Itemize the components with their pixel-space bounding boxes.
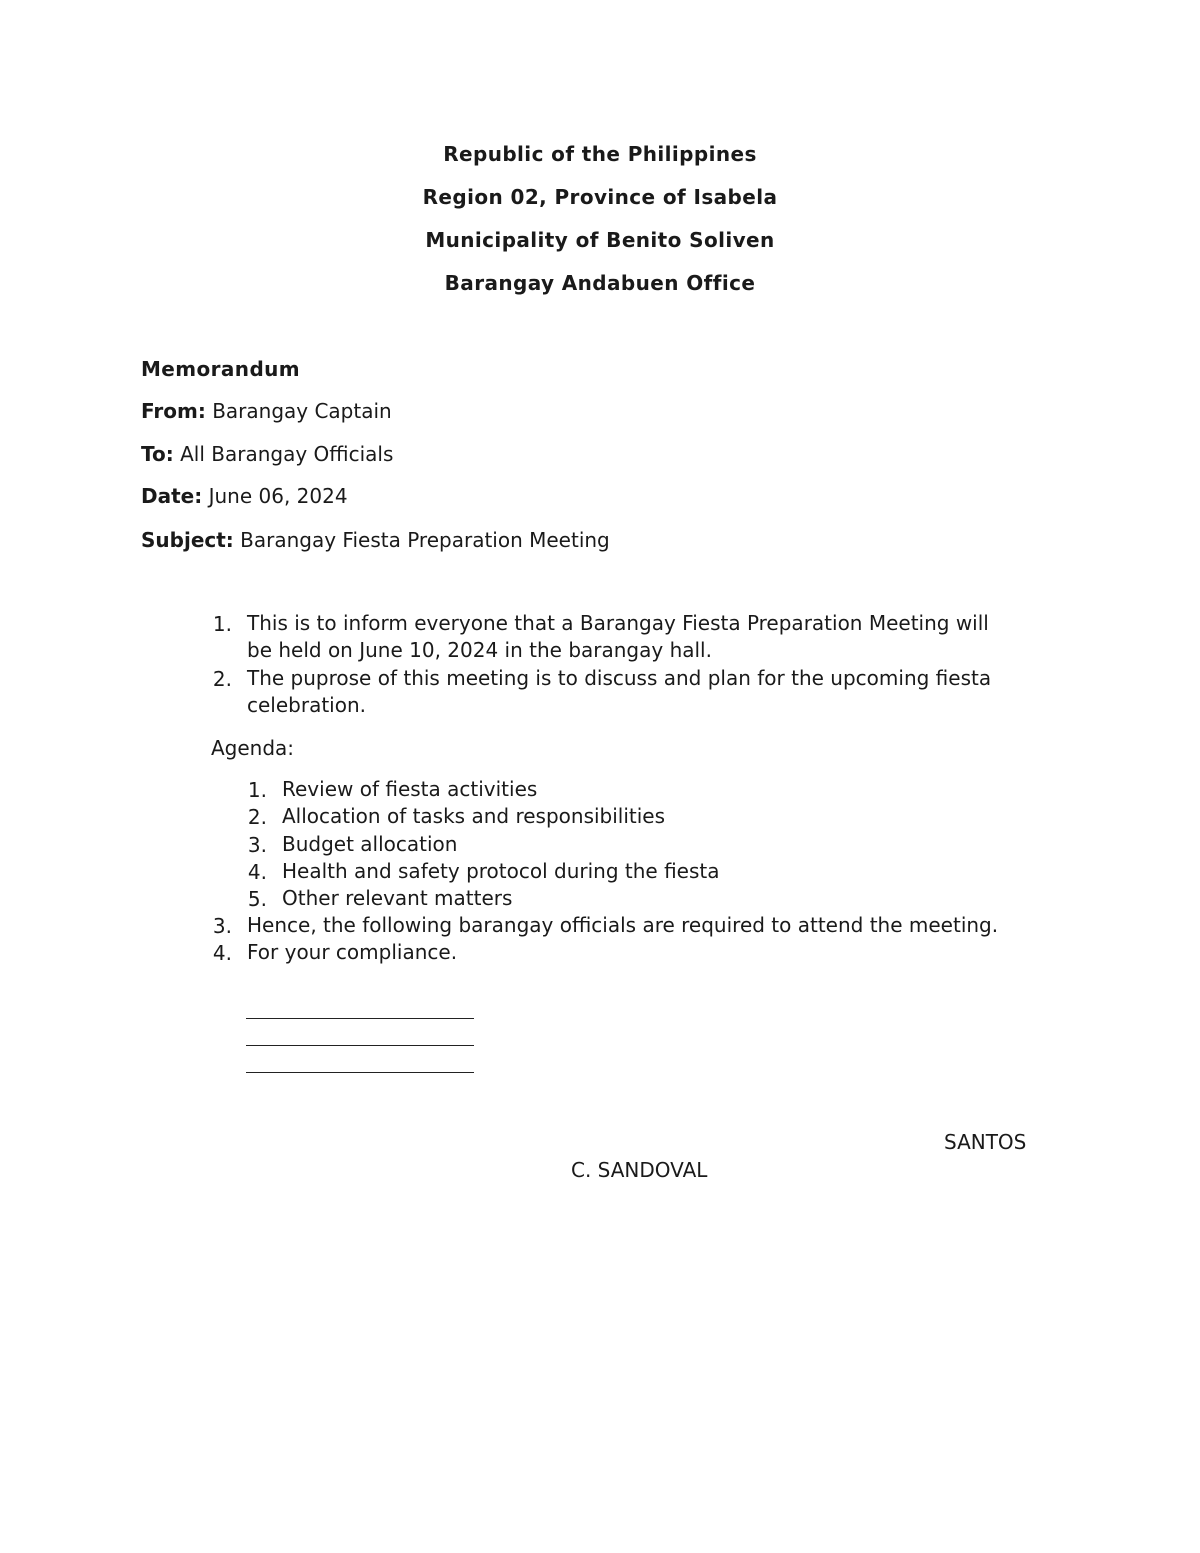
agenda-3-number: 3. [247,833,267,857]
agenda-2-text: Allocation of tasks and responsibilities [282,804,666,828]
memo-to-label: To: [141,442,174,466]
memo-to-value: All Barangay Officials [180,442,394,466]
item-2-line-2: celebration. [247,693,367,717]
header-republic: Republic of the Philippines [443,142,757,166]
blank-line-3 [246,1072,474,1073]
memo-date [141,484,348,508]
memo-subject-value: Barangay Fiesta Preparation Meeting [240,528,610,552]
item-2-line-1: The puprose of this meeting is to discuss and plan for the upcoming fiesta [247,666,992,690]
item-1-number: 1. [212,612,232,636]
agenda-1-number: 1. [247,778,267,802]
memo-subject-label: Subject: [141,528,234,552]
memo-date-value: June 06, 2024 [208,484,348,508]
item-1-line-2: be held on June 10, 2024 in the barangay hall. [247,638,712,662]
agenda-2-number: 2. [247,805,267,829]
memo-title: Memorandum [141,357,301,381]
header-barangay-office: Barangay Andabuen Office [444,271,756,295]
blank-line-1 [246,1018,474,1019]
item-3-line-1: Hence, the following barangay officials are required to attend the meeting. [247,913,999,937]
item-4-line-1: For your compliance. [247,940,458,964]
item-2-number: 2. [212,667,232,691]
header-region: Region 02, Province of Isabela [422,185,778,209]
blank-line-2 [246,1045,474,1046]
memo-from-value: Barangay Captain [212,399,392,423]
item-1-line-1: This is to inform everyone that a Barangay Fiesta Preparation Meeting will [247,611,989,635]
agenda-3-text: Budget allocation [282,832,458,856]
memo-from [141,399,392,423]
signatory-name-part-1: SANTOS [944,1130,1027,1154]
memo-subject [141,528,610,552]
item-4-number: 4. [212,941,232,965]
agenda-5-text: Other relevant matters [282,886,513,910]
memo-from-label: From: [141,399,206,423]
item-3-number: 3. [212,914,232,938]
agenda-4-text: Health and safety protocol during the fiesta [282,859,720,883]
agenda-4-number: 4. [247,860,267,884]
agenda-5-number: 5. [247,887,267,911]
header-municipality: Municipality of Benito Soliven [425,228,775,252]
signatory-name-part-2: C. SANDOVAL [571,1158,708,1182]
agenda-label: Agenda: [211,736,295,760]
agenda-1-text: Review of fiesta activities [282,777,538,801]
memo-date-label: Date: [141,484,203,508]
memo-to [141,442,393,466]
